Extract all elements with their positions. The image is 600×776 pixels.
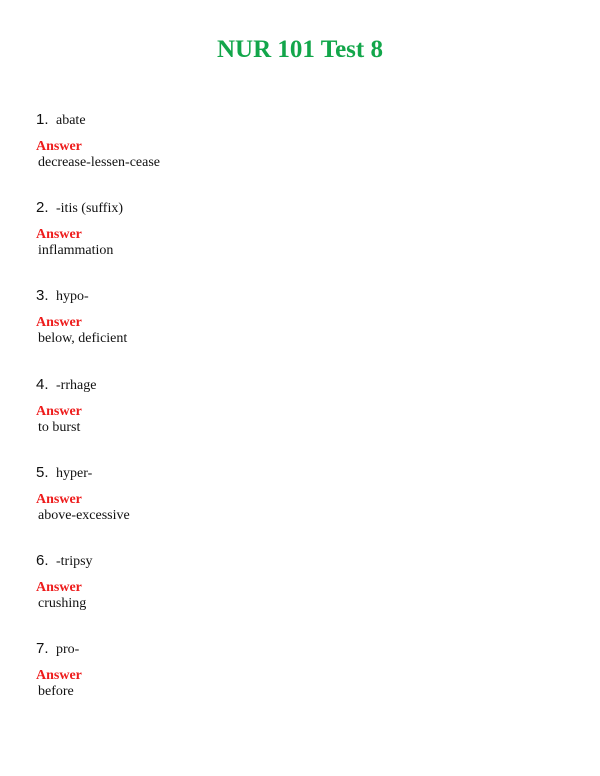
question-text: -rrhage	[56, 378, 97, 393]
question-item-7	[36, 639, 556, 699]
question-number: 2.	[36, 199, 49, 216]
question-number: 1.	[36, 111, 49, 128]
answer-text: below, deficient	[38, 331, 128, 346]
question-text: hypo-	[56, 289, 89, 304]
question-text: -itis (suffix)	[56, 201, 124, 216]
page-title: NUR 101 Test 8	[217, 36, 383, 63]
question-number: 4.	[36, 376, 49, 393]
answer-text: to burst	[38, 420, 81, 435]
answer-label: Answer	[36, 227, 82, 242]
answer-label: Answer	[36, 404, 82, 419]
question-item-3	[36, 286, 556, 346]
answer-text: before	[38, 684, 74, 699]
question-row	[36, 639, 556, 659]
question-number: 6.	[36, 552, 49, 569]
question-row	[36, 286, 556, 306]
question-text: abate	[56, 113, 86, 128]
answer-text: inflammation	[38, 243, 114, 258]
answer-label: Answer	[36, 492, 82, 507]
question-text: -tripsy	[56, 554, 93, 569]
answer-text: above-excessive	[38, 508, 130, 523]
question-number: 7.	[36, 640, 49, 657]
question-row	[36, 110, 556, 130]
answer-label: Answer	[36, 315, 82, 330]
question-row	[36, 198, 556, 218]
question-row	[36, 551, 556, 571]
question-item-1	[36, 110, 556, 170]
question-row	[36, 463, 556, 483]
answer-label: Answer	[36, 580, 82, 595]
answer-label: Answer	[36, 668, 82, 683]
question-item-2	[36, 198, 556, 258]
question-text: pro-	[56, 642, 80, 657]
question-row	[36, 375, 556, 395]
answer-text: crushing	[38, 596, 87, 611]
question-number: 3.	[36, 287, 49, 304]
question-number: 5.	[36, 464, 49, 481]
question-text: hyper-	[56, 466, 93, 481]
question-item-6	[36, 551, 556, 611]
answer-text: decrease-lessen-cease	[38, 155, 161, 170]
question-item-5	[36, 463, 556, 523]
answer-label: Answer	[36, 139, 82, 154]
question-item-4	[36, 375, 556, 435]
